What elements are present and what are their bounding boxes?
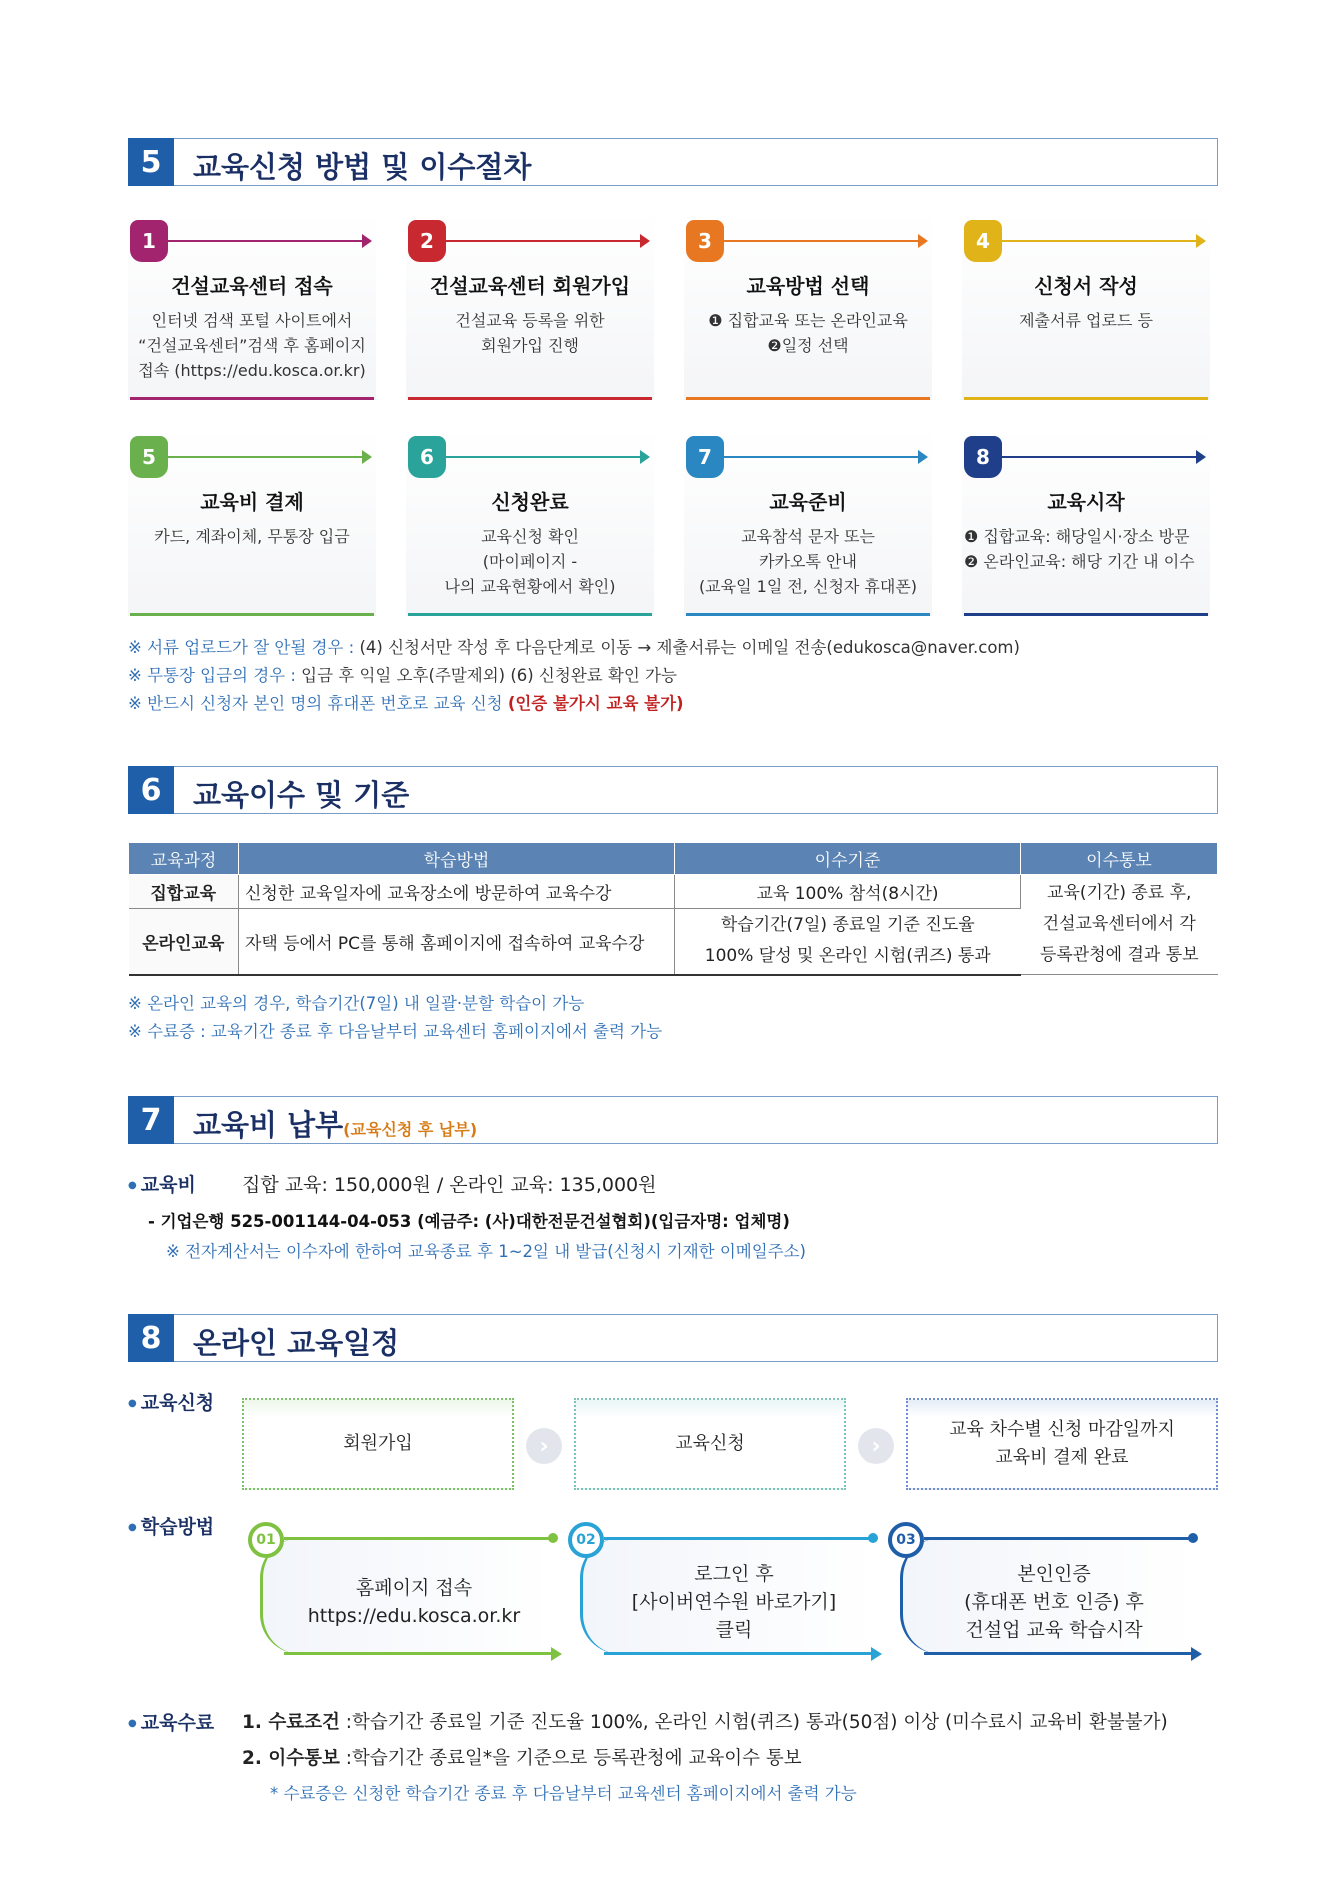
section-subtitle: (교육신청 후 납부) — [343, 1120, 478, 1139]
method-label: ● 학습방법 — [128, 1512, 214, 1539]
method-cell: 자택 등에서 PC를 통해 홈페이지에 접속하여 교육수강 — [239, 909, 675, 975]
apply-box-signup: 회원가입 — [242, 1398, 514, 1490]
note-text: * 수료증은 신청한 학습기간 종료 후 다음날부터 교육센터 홈페이지에서 출력 가능 — [270, 1784, 857, 1803]
completion-note — [270, 1780, 857, 1804]
note-text: ※ 온라인 교육의 경우, 학습기간(7일) 내 일괄·분할 학습이 가능 — [128, 994, 585, 1013]
condition-head: 1. 수료조건 — [242, 1712, 340, 1733]
arrow-right-icon — [168, 456, 368, 458]
method-cell: 신청한 교육일자에 교육장소에 방문하여 교육수강 — [239, 875, 675, 909]
step-card — [128, 428, 376, 616]
note-emphasis: 반드시 신청자 본인 명의 휴대폰 번호로 교육 신청 — [147, 694, 503, 713]
arrow-right-icon — [446, 240, 646, 242]
step-title: 건설교육센터 접속 — [171, 274, 333, 298]
invoice-note — [166, 1238, 806, 1262]
step-underline — [964, 397, 1208, 400]
section-number: 7 — [128, 1096, 174, 1144]
section-title — [193, 1103, 477, 1144]
step-underline — [130, 397, 374, 400]
notice-head: 2. 이수통보 — [242, 1748, 340, 1769]
completion-condition — [242, 1708, 1168, 1734]
step-number-badge: 5 — [130, 436, 168, 478]
step-bottomline — [604, 1652, 874, 1655]
section-title: 교육이수 및 기준 — [193, 778, 410, 812]
step-description: 인터넷 검색 포털 사이트에서 “건설교육센터”검색 후 홈페이지 접속 (https://edu.kosca.or.kr) — [138, 311, 366, 380]
apply-box-register: 교육신청 — [574, 1398, 846, 1490]
learning-step — [244, 1518, 562, 1668]
step-card — [128, 212, 376, 400]
chevron-right-icon: › — [526, 1428, 562, 1464]
fee-label: ● 교육비 — [128, 1170, 196, 1197]
step-title: 교육비 결제 — [200, 490, 304, 514]
step-bottomline — [924, 1652, 1194, 1655]
bank-account: - 기업은행 525-001144-04-053 (예금주: (사)대한전문건설협회)(입금자명: 업체명) — [148, 1212, 790, 1231]
step-bottomline — [284, 1652, 554, 1655]
chevron-right-icon: › — [858, 1428, 894, 1464]
arrow-right-icon — [1002, 240, 1202, 242]
step-topline — [924, 1537, 1194, 1540]
step-card — [962, 212, 1210, 400]
section-title: 교육신청 방법 및 이수절차 — [193, 150, 532, 184]
step-number: 02 — [568, 1522, 604, 1558]
criteria-cell: 학습기간(7일) 종료일 기준 진도율 100% 달성 및 온라인 시험(퀴즈) 통과 — [675, 909, 1021, 975]
note-phone — [128, 690, 684, 714]
apply-label: ● 교육신청 — [128, 1388, 214, 1415]
step-topline — [284, 1537, 554, 1540]
step-card — [406, 212, 654, 400]
step-title: 건설교육센터 회원가입 — [429, 274, 631, 298]
note-mark: ※ — [128, 694, 142, 713]
step-card — [406, 428, 654, 616]
table-row — [129, 875, 1218, 909]
step-description: ❶ 집합교육: 해당일시·장소 방문 ❷ 온라인교육: 해당 기간 내 이수 — [964, 527, 1195, 571]
step-description: 제출서류 업로드 등 — [1019, 311, 1153, 330]
fee-text: 집합 교육: 150,000원 / 온라인 교육: 135,000원 — [242, 1174, 657, 1196]
table-header: 이수통보 — [1021, 843, 1218, 875]
step-number-badge: 6 — [408, 436, 446, 478]
section-number: 8 — [128, 1314, 174, 1362]
note-online — [128, 990, 584, 1014]
note-text: ※ 전자계산서는 이수자에 한하여 교육종료 후 1~2일 내 발급(신청시 기재한 이메일주소) — [166, 1242, 806, 1261]
step-number: 01 — [248, 1522, 284, 1558]
arrow-right-icon — [1002, 456, 1202, 458]
note-text: (4) 신청서만 작성 후 다음단계로 이동 → 제출서류는 이메일 전송(edukosca@naver.com) — [354, 638, 1020, 657]
step-description: 교육신청 확인 (마이페이지 - 나의 교육현황에서 확인) — [444, 527, 616, 596]
step-text: 로그인 후 [사이버연수원 바로가기] 클릭 — [631, 1563, 837, 1641]
step-description: 건설교육 등록을 위한 회원가입 진행 — [455, 311, 605, 355]
section-number: 5 — [128, 138, 174, 186]
note-emphasis: 무통장 입금의 경우 : — [147, 666, 296, 685]
step-underline — [686, 613, 930, 616]
dot-icon — [1188, 1533, 1198, 1543]
dot-icon — [548, 1533, 558, 1543]
table-header: 학습방법 — [239, 843, 675, 875]
step-title: 교육방법 선택 — [746, 274, 870, 298]
learning-step — [884, 1518, 1202, 1668]
dot-icon — [868, 1533, 878, 1543]
criteria-table — [128, 842, 1218, 976]
step-number-badge: 3 — [686, 220, 724, 262]
arrow-right-icon — [724, 240, 924, 242]
step-title: 교육시작 — [1047, 490, 1125, 514]
notice-cell: 교육(기간) 종료 후, 건설교육센터에서 각 등록관청에 결과 통보 — [1021, 875, 1218, 975]
note-text: 입금 후 익일 오후(주말제외) (6) 신청완료 확인 가능 — [295, 666, 677, 685]
table-header: 교육과정 — [129, 843, 239, 875]
section-number: 6 — [128, 766, 174, 814]
step-underline — [130, 613, 374, 616]
note-emphasis: 서류 업로드가 잘 안될 경우 : — [147, 638, 355, 657]
arrow-right-icon — [1191, 1647, 1202, 1661]
section-7-header — [128, 1096, 1218, 1144]
step-underline — [408, 613, 652, 616]
step-underline — [408, 397, 652, 400]
step-number-badge: 4 — [964, 220, 1002, 262]
step-description: 카드, 계좌이체, 무통장 입금 — [154, 527, 350, 546]
note-mark: ※ — [128, 666, 142, 685]
step-number-badge: 8 — [964, 436, 1002, 478]
completion-notice — [242, 1744, 802, 1770]
step-number-badge: 1 — [130, 220, 168, 262]
step-text: 본인인증 (휴대폰 번호 인증) 후 건설업 교육 학습시작 — [964, 1563, 1144, 1641]
arrow-right-icon — [446, 456, 646, 458]
criteria-cell: 교육 100% 참석(8시간) — [675, 875, 1021, 909]
step-topline — [604, 1537, 874, 1540]
step-card — [684, 212, 932, 400]
section-5-header — [128, 138, 1218, 186]
condition-text: :학습기간 종료일 기준 진도율 100%, 온라인 시험(퀴즈) 통과(50점) 이상 (미수료시 교육비 환불불가) — [339, 1712, 1168, 1733]
step-text: 홈페이지 접속 https://edu.kosca.or.kr — [307, 1577, 521, 1627]
arrow-right-icon — [871, 1647, 882, 1661]
step-card — [684, 428, 932, 616]
step-number-badge: 2 — [408, 220, 446, 262]
course-cell: 집합교육 — [129, 875, 239, 909]
arrow-right-icon — [168, 240, 368, 242]
section-6-header — [128, 766, 1218, 814]
note-deposit — [128, 662, 677, 686]
step-underline — [686, 397, 930, 400]
note-text: ※ 수료증 : 교육기간 종료 후 다음날부터 교육센터 홈페이지에서 출력 가능 — [128, 1022, 663, 1041]
note-warning: (인증 불가시 교육 불가) — [507, 694, 684, 713]
step-title: 교육준비 — [769, 490, 847, 514]
step-number: 03 — [888, 1522, 924, 1558]
step-underline — [964, 613, 1208, 616]
notice-text: :학습기간 종료일*을 기준으로 등록관청에 교육이수 통보 — [339, 1748, 802, 1769]
step-description: 교육참석 문자 또는 카카오톡 안내 (교육일 1일 전, 신청자 휴대폰) — [698, 527, 918, 596]
note-certificate — [128, 1018, 662, 1042]
step-title: 신청서 작성 — [1034, 274, 1138, 298]
table-header: 이수기준 — [675, 843, 1021, 875]
completion-label: ● 교육수료 — [128, 1708, 214, 1735]
course-cell: 온라인교육 — [129, 909, 239, 975]
section-title: 온라인 교육일정 — [193, 1326, 400, 1360]
section-8-header — [128, 1314, 1218, 1362]
note-upload — [128, 634, 1020, 658]
arrow-right-icon — [724, 456, 924, 458]
step-title: 신청완료 — [491, 490, 569, 514]
apply-box-payment: 교육 차수별 신청 마감일까지 교육비 결제 완료 — [906, 1398, 1218, 1490]
learning-step — [564, 1518, 882, 1668]
step-description: ❶ 집합교육 또는 온라인교육 ❷일정 선택 — [708, 311, 908, 355]
step-card — [962, 428, 1210, 616]
step-number-badge: 7 — [686, 436, 724, 478]
section-title-text: 교육비 납부 — [193, 1108, 344, 1142]
note-mark: ※ — [128, 638, 142, 657]
arrow-right-icon — [551, 1647, 562, 1661]
